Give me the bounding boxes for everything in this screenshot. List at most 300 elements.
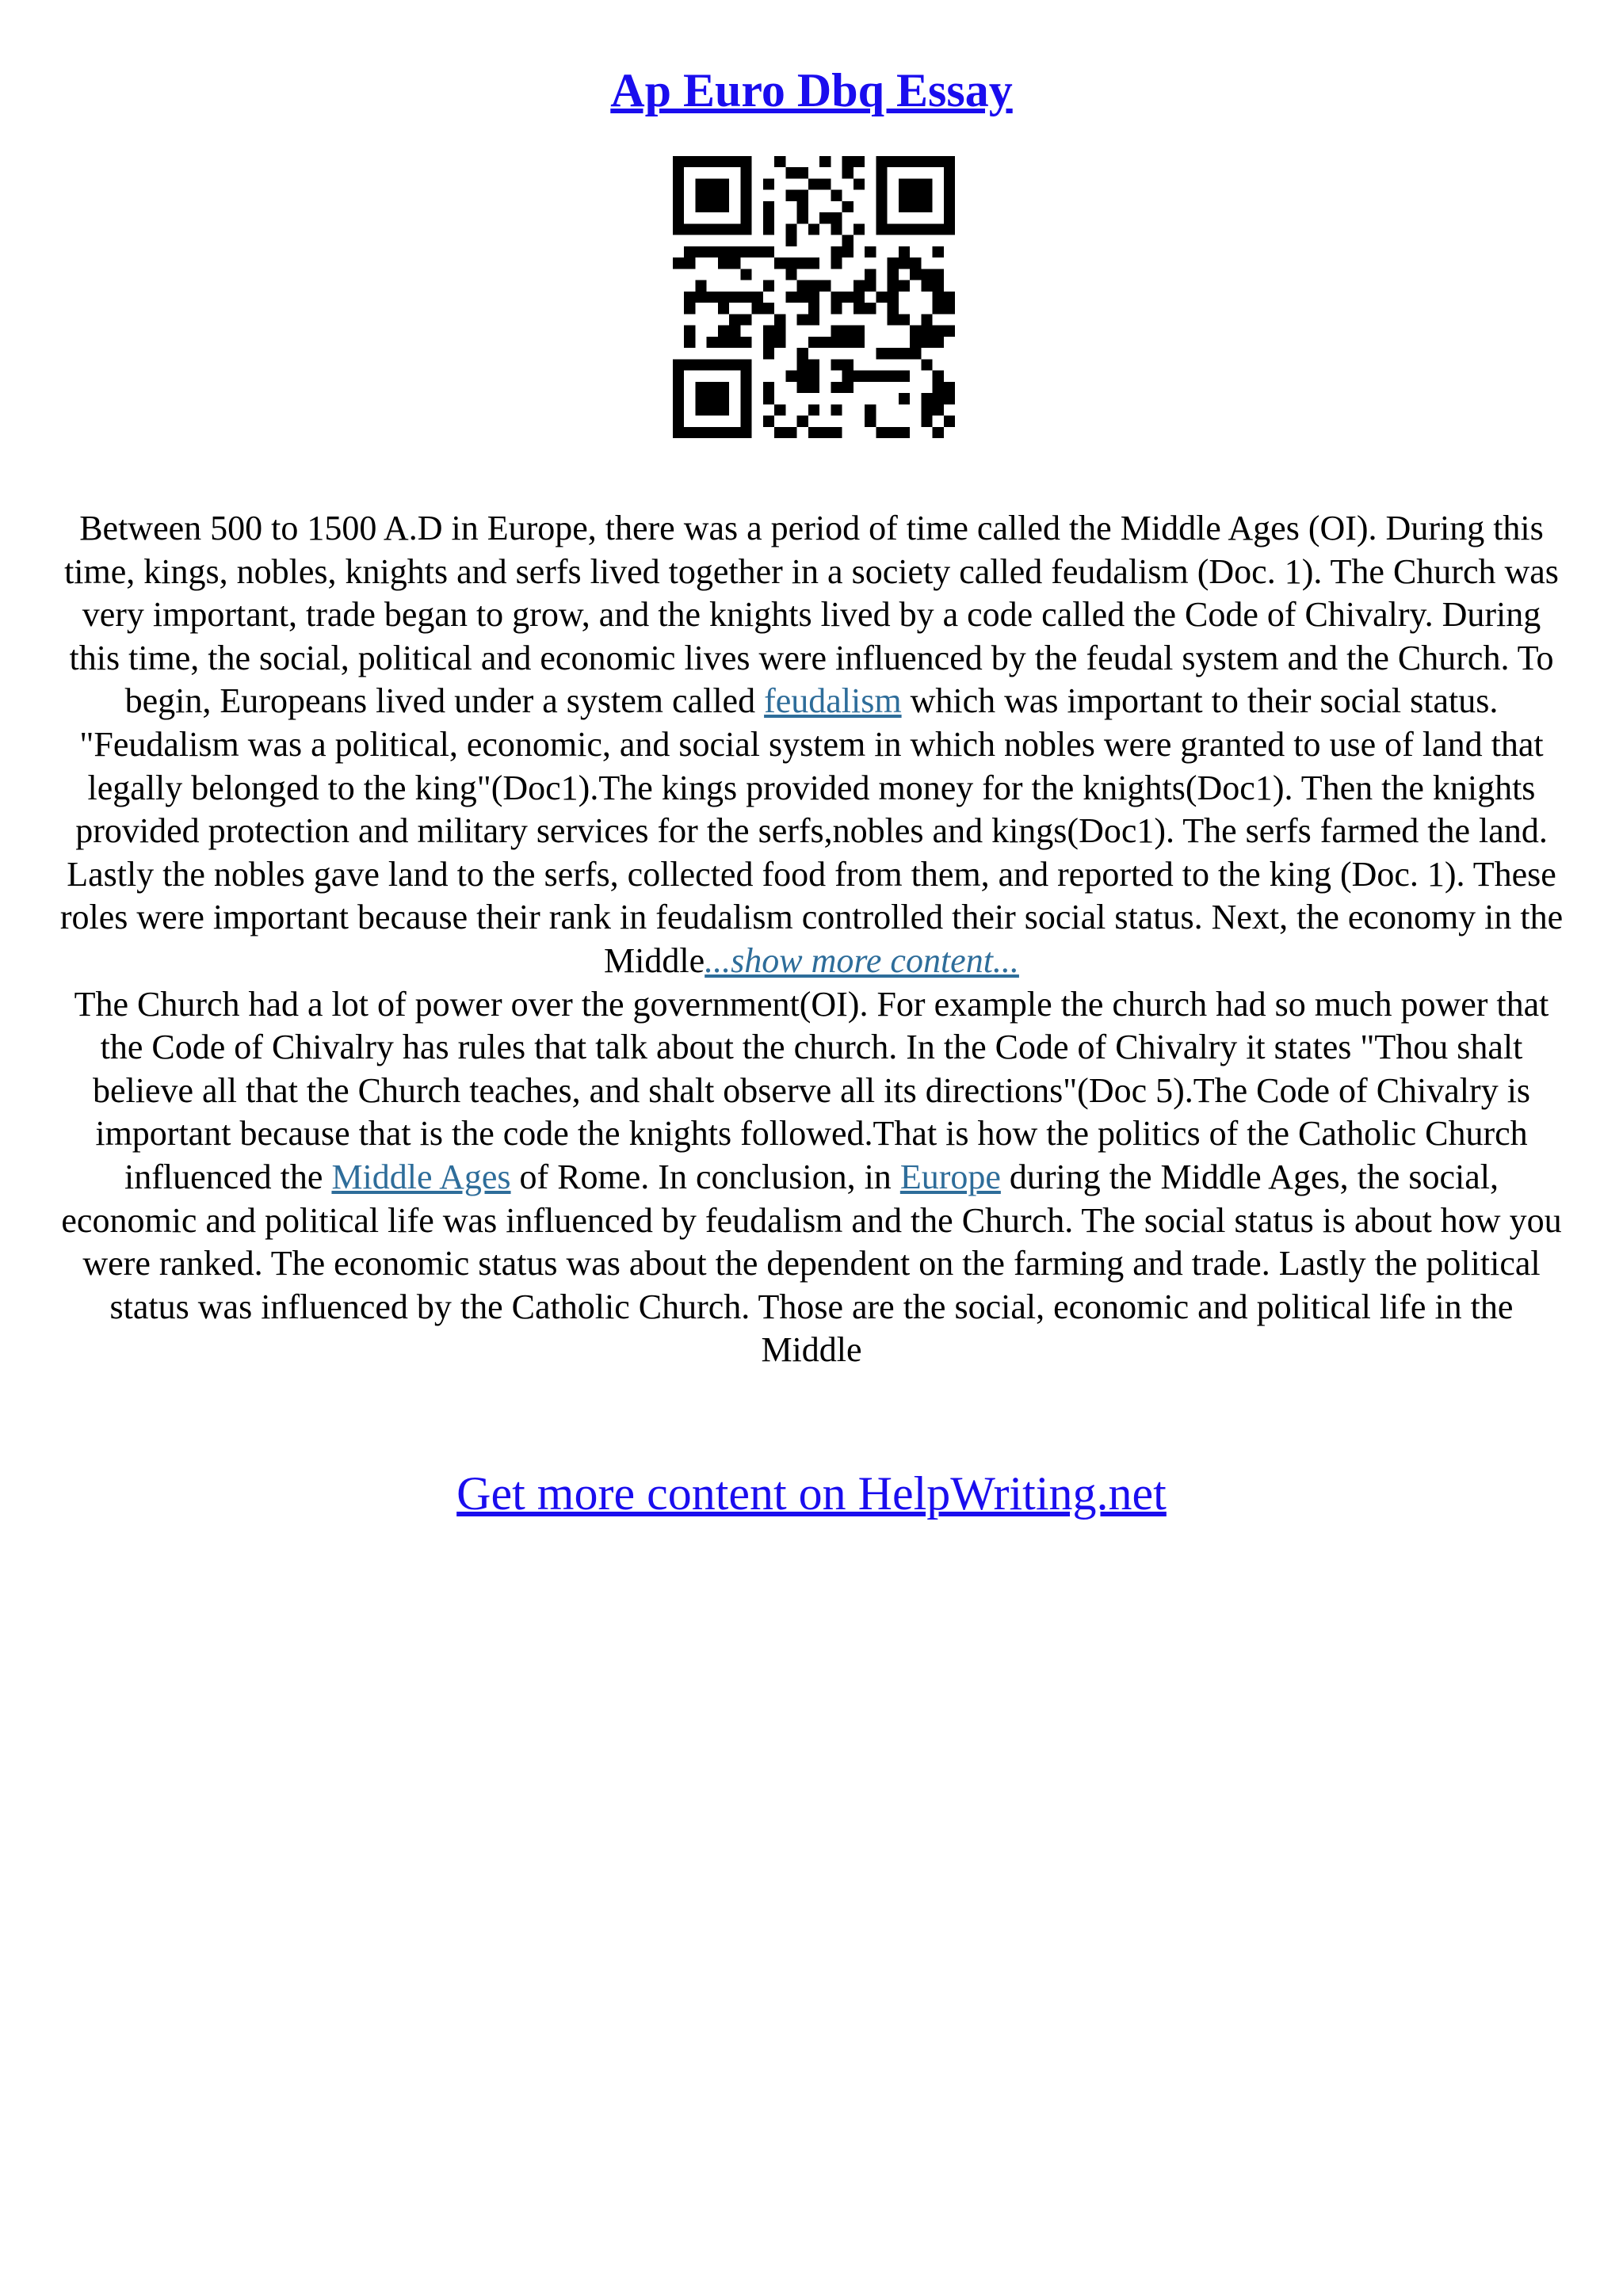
- qr-module: [888, 269, 899, 280]
- qr-module: [808, 337, 819, 348]
- qr-module: [888, 314, 899, 325]
- qr-module: [876, 348, 887, 359]
- qr-module: [910, 348, 921, 359]
- qr-module: [695, 246, 706, 257]
- qr-code-image: [673, 156, 955, 438]
- qr-module: [707, 156, 718, 167]
- qr-module: [684, 303, 695, 314]
- qr-module: [718, 292, 729, 303]
- qr-module: [707, 359, 718, 370]
- qr-module: [797, 314, 808, 325]
- qr-module: [684, 246, 695, 257]
- qr-module: [899, 178, 910, 189]
- qr-module: [876, 190, 887, 201]
- qr-module: [831, 427, 842, 438]
- qr-module: [740, 314, 751, 325]
- qr-module: [785, 257, 796, 269]
- qr-module: [842, 246, 854, 257]
- qr-module: [910, 223, 921, 235]
- qr-module: [921, 326, 932, 337]
- qr-module: [831, 337, 842, 348]
- qr-module: [808, 292, 819, 303]
- qr-module: [797, 359, 808, 370]
- qr-module: [888, 427, 899, 438]
- paragraph-2-text-a: The Church had a lot of power over the government(OI). For example the church had so much power that the Code of Chivalry has rules that talk about the church. In the Code of Chivalry it states "Thou shalt believe all that the Church teaches, and shalt observe all its directions"(Doc 5).The Code of Chivalry is important because that is the code the knights followed.That is how the politics of the Catholic Church influenced the: [74, 984, 1549, 1196]
- qr-module: [819, 337, 831, 348]
- qr-module: [888, 257, 899, 269]
- feudalism-link[interactable]: feudalism: [764, 681, 902, 721]
- qr-module: [921, 280, 932, 292]
- qr-module: [785, 292, 796, 303]
- qr-module: [740, 337, 751, 348]
- qr-module: [921, 190, 932, 201]
- title-link[interactable]: Ap Euro Dbq Essay: [610, 64, 1013, 116]
- qr-module: [707, 292, 718, 303]
- qr-module: [740, 382, 751, 393]
- qr-module: [921, 201, 932, 212]
- qr-module: [944, 326, 955, 337]
- qr-module: [673, 156, 684, 167]
- footer: [0, 1462, 1623, 1525]
- qr-module: [921, 416, 932, 427]
- qr-module: [729, 326, 740, 337]
- qr-module: [729, 292, 740, 303]
- qr-module: [933, 337, 944, 348]
- qr-module: [729, 359, 740, 370]
- qr-module: [933, 382, 944, 393]
- qr-module: [740, 201, 751, 212]
- qr-module: [899, 348, 910, 359]
- qr-module: [921, 269, 932, 280]
- qr-module: [831, 257, 842, 269]
- qr-module: [752, 292, 763, 303]
- qr-module: [729, 156, 740, 167]
- qr-module: [785, 223, 796, 235]
- qr-module: [933, 156, 944, 167]
- qr-module: [673, 178, 684, 189]
- qr-module: [740, 292, 751, 303]
- qr-module: [718, 257, 729, 269]
- qr-module: [718, 190, 729, 201]
- qr-module: [763, 393, 774, 404]
- qr-module: [876, 223, 887, 235]
- qr-module: [899, 223, 910, 235]
- qr-module: [842, 167, 854, 178]
- qr-module: [831, 404, 842, 415]
- qr-module: [763, 416, 774, 427]
- qr-module: [808, 280, 819, 292]
- qr-module: [831, 212, 842, 223]
- qr-module: [752, 303, 763, 314]
- qr-module: [740, 416, 751, 427]
- qr-module: [695, 427, 706, 438]
- qr-module: [729, 314, 740, 325]
- qr-module: [842, 292, 854, 303]
- qr-module: [865, 416, 876, 427]
- qr-module: [944, 156, 955, 167]
- qr-module: [763, 326, 774, 337]
- qr-module: [854, 280, 865, 292]
- qr-module: [910, 326, 921, 337]
- qr-module: [707, 178, 718, 189]
- qr-module: [865, 303, 876, 314]
- paragraph-1-text-b: which was important to their social status. "Feudalism was a political, economic, and social system in which nobles were granted to use of land that legally belonged to the king"(Doc1).The kings provided money for the knights(Doc1). Then the knights provided protection and military services for the serfs,nobles and kings(Doc1). The serfs farmed the land. Lastly the nobles gave land to the serfs, collected food from them, and reported to the king (Doc. 1). These roles were important because their rank in feudalism controlled their social status. Next, the economy in the Middle: [59, 681, 1564, 980]
- qr-module: [899, 280, 910, 292]
- qr-module: [729, 427, 740, 438]
- qr-module: [854, 223, 865, 235]
- qr-module: [707, 393, 718, 404]
- qr-module: [888, 292, 899, 303]
- qr-module: [785, 371, 796, 382]
- qr-module: [808, 178, 819, 189]
- paragraph-1-text-a: Between 500 to 1500 A.D in Europe, there was a period of time called the Middle Ages (OI). During this time, kings, nobles, knights and serfs lived together in a society called feudalism (Doc. 1). The Church was very important, trade began to grow, and the knights lived by a code called the Code of Chivalry. During this time, the social, political and economic lives were influenced by the feudal system and the Church. To begin, Europeans lived under a system called: [64, 509, 1559, 721]
- qr-module: [740, 178, 751, 189]
- qr-module: [718, 393, 729, 404]
- qr-module: [876, 201, 887, 212]
- qr-module: [673, 416, 684, 427]
- page-title: [0, 59, 1623, 122]
- qr-module: [774, 314, 785, 325]
- qr-module: [808, 427, 819, 438]
- qr-module: [876, 212, 887, 223]
- qr-module: [695, 404, 706, 415]
- qr-module: [808, 359, 819, 370]
- qr-module: [718, 359, 729, 370]
- qr-module: [888, 371, 899, 382]
- qr-code: [673, 156, 955, 438]
- qr-module: [718, 326, 729, 337]
- qr-module: [888, 303, 899, 314]
- qr-module: [684, 223, 695, 235]
- qr-module: [921, 337, 932, 348]
- qr-module: [921, 314, 932, 325]
- qr-module: [944, 178, 955, 189]
- qr-module: [695, 223, 706, 235]
- qr-module: [831, 223, 842, 235]
- qr-module: [944, 201, 955, 212]
- qr-module: [695, 393, 706, 404]
- qr-module: [763, 223, 774, 235]
- qr-module: [695, 382, 706, 393]
- qr-module: [797, 167, 808, 178]
- qr-module: [774, 257, 785, 269]
- qr-module: [842, 201, 854, 212]
- qr-module: [785, 427, 796, 438]
- qr-module: [854, 292, 865, 303]
- qr-module: [933, 246, 944, 257]
- qr-module: [740, 359, 751, 370]
- qr-module: [831, 246, 842, 257]
- paragraph-2-text-b: of Rome. In conclusion, in: [519, 1157, 892, 1196]
- qr-module: [899, 156, 910, 167]
- qr-module: [842, 382, 854, 393]
- qr-module: [921, 393, 932, 404]
- qr-module: [695, 156, 706, 167]
- qr-module: [899, 314, 910, 325]
- qr-module: [876, 167, 887, 178]
- qr-module: [740, 190, 751, 201]
- qr-module: [831, 303, 842, 314]
- qr-module: [933, 269, 944, 280]
- qr-module: [684, 326, 695, 337]
- qr-module: [707, 223, 718, 235]
- essay-paragraph-1: [55, 507, 1568, 983]
- qr-module: [740, 393, 751, 404]
- helpwriting-link[interactable]: Get more content on HelpWriting.net: [456, 1467, 1167, 1520]
- middle-ages-link[interactable]: Middle Ages: [331, 1157, 511, 1196]
- qr-module: [673, 212, 684, 223]
- qr-module: [763, 178, 774, 189]
- qr-module: [808, 314, 819, 325]
- qr-module: [797, 382, 808, 393]
- qr-module: [888, 280, 899, 292]
- show-more-link[interactable]: ...show more content...: [705, 940, 1019, 980]
- qr-module: [933, 303, 944, 314]
- qr-module: [921, 156, 932, 167]
- qr-module: [673, 427, 684, 438]
- qr-module: [684, 359, 695, 370]
- qr-module: [933, 371, 944, 382]
- qr-module: [819, 156, 831, 167]
- qr-module: [797, 348, 808, 359]
- qr-module: [944, 292, 955, 303]
- qr-module: [740, 156, 751, 167]
- qr-module: [718, 427, 729, 438]
- qr-module: [865, 371, 876, 382]
- qr-module: [673, 167, 684, 178]
- qr-module: [695, 201, 706, 212]
- qr-module: [808, 382, 819, 393]
- qr-module: [865, 280, 876, 292]
- qr-module: [808, 257, 819, 269]
- qr-module: [673, 404, 684, 415]
- qr-module: [819, 178, 831, 189]
- qr-module: [910, 190, 921, 201]
- qr-module: [707, 337, 718, 348]
- qr-module: [774, 337, 785, 348]
- qr-module: [944, 167, 955, 178]
- qr-module: [797, 292, 808, 303]
- qr-module: [729, 337, 740, 348]
- qr-module: [729, 246, 740, 257]
- qr-module: [831, 190, 842, 201]
- qr-module: [673, 257, 684, 269]
- qr-module: [899, 190, 910, 201]
- qr-module: [842, 371, 854, 382]
- qr-module: [718, 404, 729, 415]
- qr-module: [876, 427, 887, 438]
- qr-module: [684, 292, 695, 303]
- qr-module: [740, 167, 751, 178]
- qr-module: [707, 201, 718, 212]
- qr-module: [808, 371, 819, 382]
- qr-module: [854, 156, 865, 167]
- qr-module: [695, 292, 706, 303]
- qr-module: [933, 326, 944, 337]
- qr-module: [785, 167, 796, 178]
- qr-module: [797, 371, 808, 382]
- qr-module: [831, 292, 842, 303]
- qr-module: [876, 178, 887, 189]
- qr-module: [819, 280, 831, 292]
- qr-module: [774, 156, 785, 167]
- qr-module: [785, 190, 796, 201]
- qr-module: [899, 257, 910, 269]
- qr-module: [910, 156, 921, 167]
- qr-module: [718, 246, 729, 257]
- qr-module: [808, 303, 819, 314]
- qr-module: [865, 404, 876, 415]
- qr-module: [876, 292, 887, 303]
- qr-module: [740, 223, 751, 235]
- qr-module: [673, 190, 684, 201]
- qr-module: [729, 223, 740, 235]
- qr-module: [910, 257, 921, 269]
- qr-module: [763, 337, 774, 348]
- qr-module: [740, 212, 751, 223]
- qr-module: [785, 235, 796, 246]
- qr-module: [718, 223, 729, 235]
- qr-module: [774, 404, 785, 415]
- qr-module: [763, 246, 774, 257]
- qr-module: [842, 359, 854, 370]
- qr-module: [944, 212, 955, 223]
- qr-module: [763, 212, 774, 223]
- qr-module: [797, 416, 808, 427]
- qr-module: [854, 303, 865, 314]
- essay-paragraph-2: [55, 983, 1568, 1372]
- qr-module: [910, 201, 921, 212]
- qr-module: [718, 382, 729, 393]
- qr-module: [707, 382, 718, 393]
- qr-module: [797, 257, 808, 269]
- qr-module: [808, 404, 819, 415]
- qr-module: [944, 393, 955, 404]
- qr-module: [831, 359, 842, 370]
- qr-module: [797, 280, 808, 292]
- qr-module: [763, 201, 774, 212]
- qr-module: [684, 337, 695, 348]
- qr-module: [899, 201, 910, 212]
- qr-module: [695, 190, 706, 201]
- qr-module: [763, 280, 774, 292]
- qr-module: [842, 156, 854, 167]
- qr-module: [740, 404, 751, 415]
- qr-module: [910, 269, 921, 280]
- qr-module: [718, 201, 729, 212]
- qr-module: [729, 257, 740, 269]
- qr-module: [899, 246, 910, 257]
- qr-module: [854, 337, 865, 348]
- qr-module: [740, 246, 751, 257]
- qr-module: [921, 404, 932, 415]
- qr-module: [854, 178, 865, 189]
- qr-module: [718, 303, 729, 314]
- qr-module: [763, 348, 774, 359]
- qr-module: [684, 156, 695, 167]
- qr-module: [865, 246, 876, 257]
- qr-module: [888, 348, 899, 359]
- qr-module: [831, 326, 842, 337]
- qr-module: [899, 371, 910, 382]
- qr-module: [933, 404, 944, 415]
- qr-module: [888, 223, 899, 235]
- qr-module: [797, 201, 808, 212]
- qr-module: [752, 246, 763, 257]
- qr-module: [673, 223, 684, 235]
- qr-module: [718, 156, 729, 167]
- qr-module: [684, 257, 695, 269]
- qr-module: [684, 427, 695, 438]
- qr-module: [831, 382, 842, 393]
- qr-module: [876, 156, 887, 167]
- qr-module: [899, 393, 910, 404]
- europe-link[interactable]: Europe: [899, 1157, 1001, 1196]
- qr-module: [695, 280, 706, 292]
- qr-module: [718, 178, 729, 189]
- qr-module: [842, 326, 854, 337]
- qr-module: [673, 371, 684, 382]
- qr-module: [933, 427, 944, 438]
- qr-module: [673, 359, 684, 370]
- qr-module: [707, 427, 718, 438]
- qr-module: [707, 190, 718, 201]
- qr-module: [921, 178, 932, 189]
- qr-module: [797, 190, 808, 201]
- qr-module: [819, 427, 831, 438]
- qr-module: [944, 416, 955, 427]
- qr-module: [854, 326, 865, 337]
- qr-module: [854, 371, 865, 382]
- qr-module: [933, 393, 944, 404]
- qr-module: [899, 427, 910, 438]
- qr-module: [933, 280, 944, 292]
- qr-module: [808, 223, 819, 235]
- qr-module: [797, 212, 808, 223]
- qr-module: [673, 393, 684, 404]
- qr-module: [865, 269, 876, 280]
- qr-module: [888, 156, 899, 167]
- qr-module: [785, 269, 796, 280]
- qr-module: [695, 359, 706, 370]
- qr-module: [763, 382, 774, 393]
- qr-module: [673, 201, 684, 212]
- qr-module: [921, 223, 932, 235]
- essay-body: [55, 507, 1568, 1372]
- qr-module: [944, 303, 955, 314]
- qr-module: [944, 190, 955, 201]
- qr-module: [695, 178, 706, 189]
- qr-module: [876, 371, 887, 382]
- qr-module: [774, 427, 785, 438]
- qr-module: [819, 212, 831, 223]
- qr-module: [933, 223, 944, 235]
- qr-module: [673, 382, 684, 393]
- qr-module: [740, 427, 751, 438]
- qr-module: [740, 371, 751, 382]
- qr-module: [944, 382, 955, 393]
- qr-module: [921, 359, 932, 370]
- qr-module: [933, 292, 944, 303]
- qr-module: [842, 337, 854, 348]
- qr-module: [910, 337, 921, 348]
- qr-module: [763, 303, 774, 314]
- qr-module: [707, 246, 718, 257]
- paragraph-2-text-c: during the Middle Ages, the social, economic and political life was influenced by feudalism and the Church. The social status is about how you were ranked. The economic status was about the dependent on the farming and trade. Lastly the political status was influenced by the Catholic Church. Those are the social, economic and political life in the Middle: [61, 1157, 1562, 1370]
- qr-module: [718, 337, 729, 348]
- qr-module: [842, 235, 854, 246]
- qr-module: [740, 269, 751, 280]
